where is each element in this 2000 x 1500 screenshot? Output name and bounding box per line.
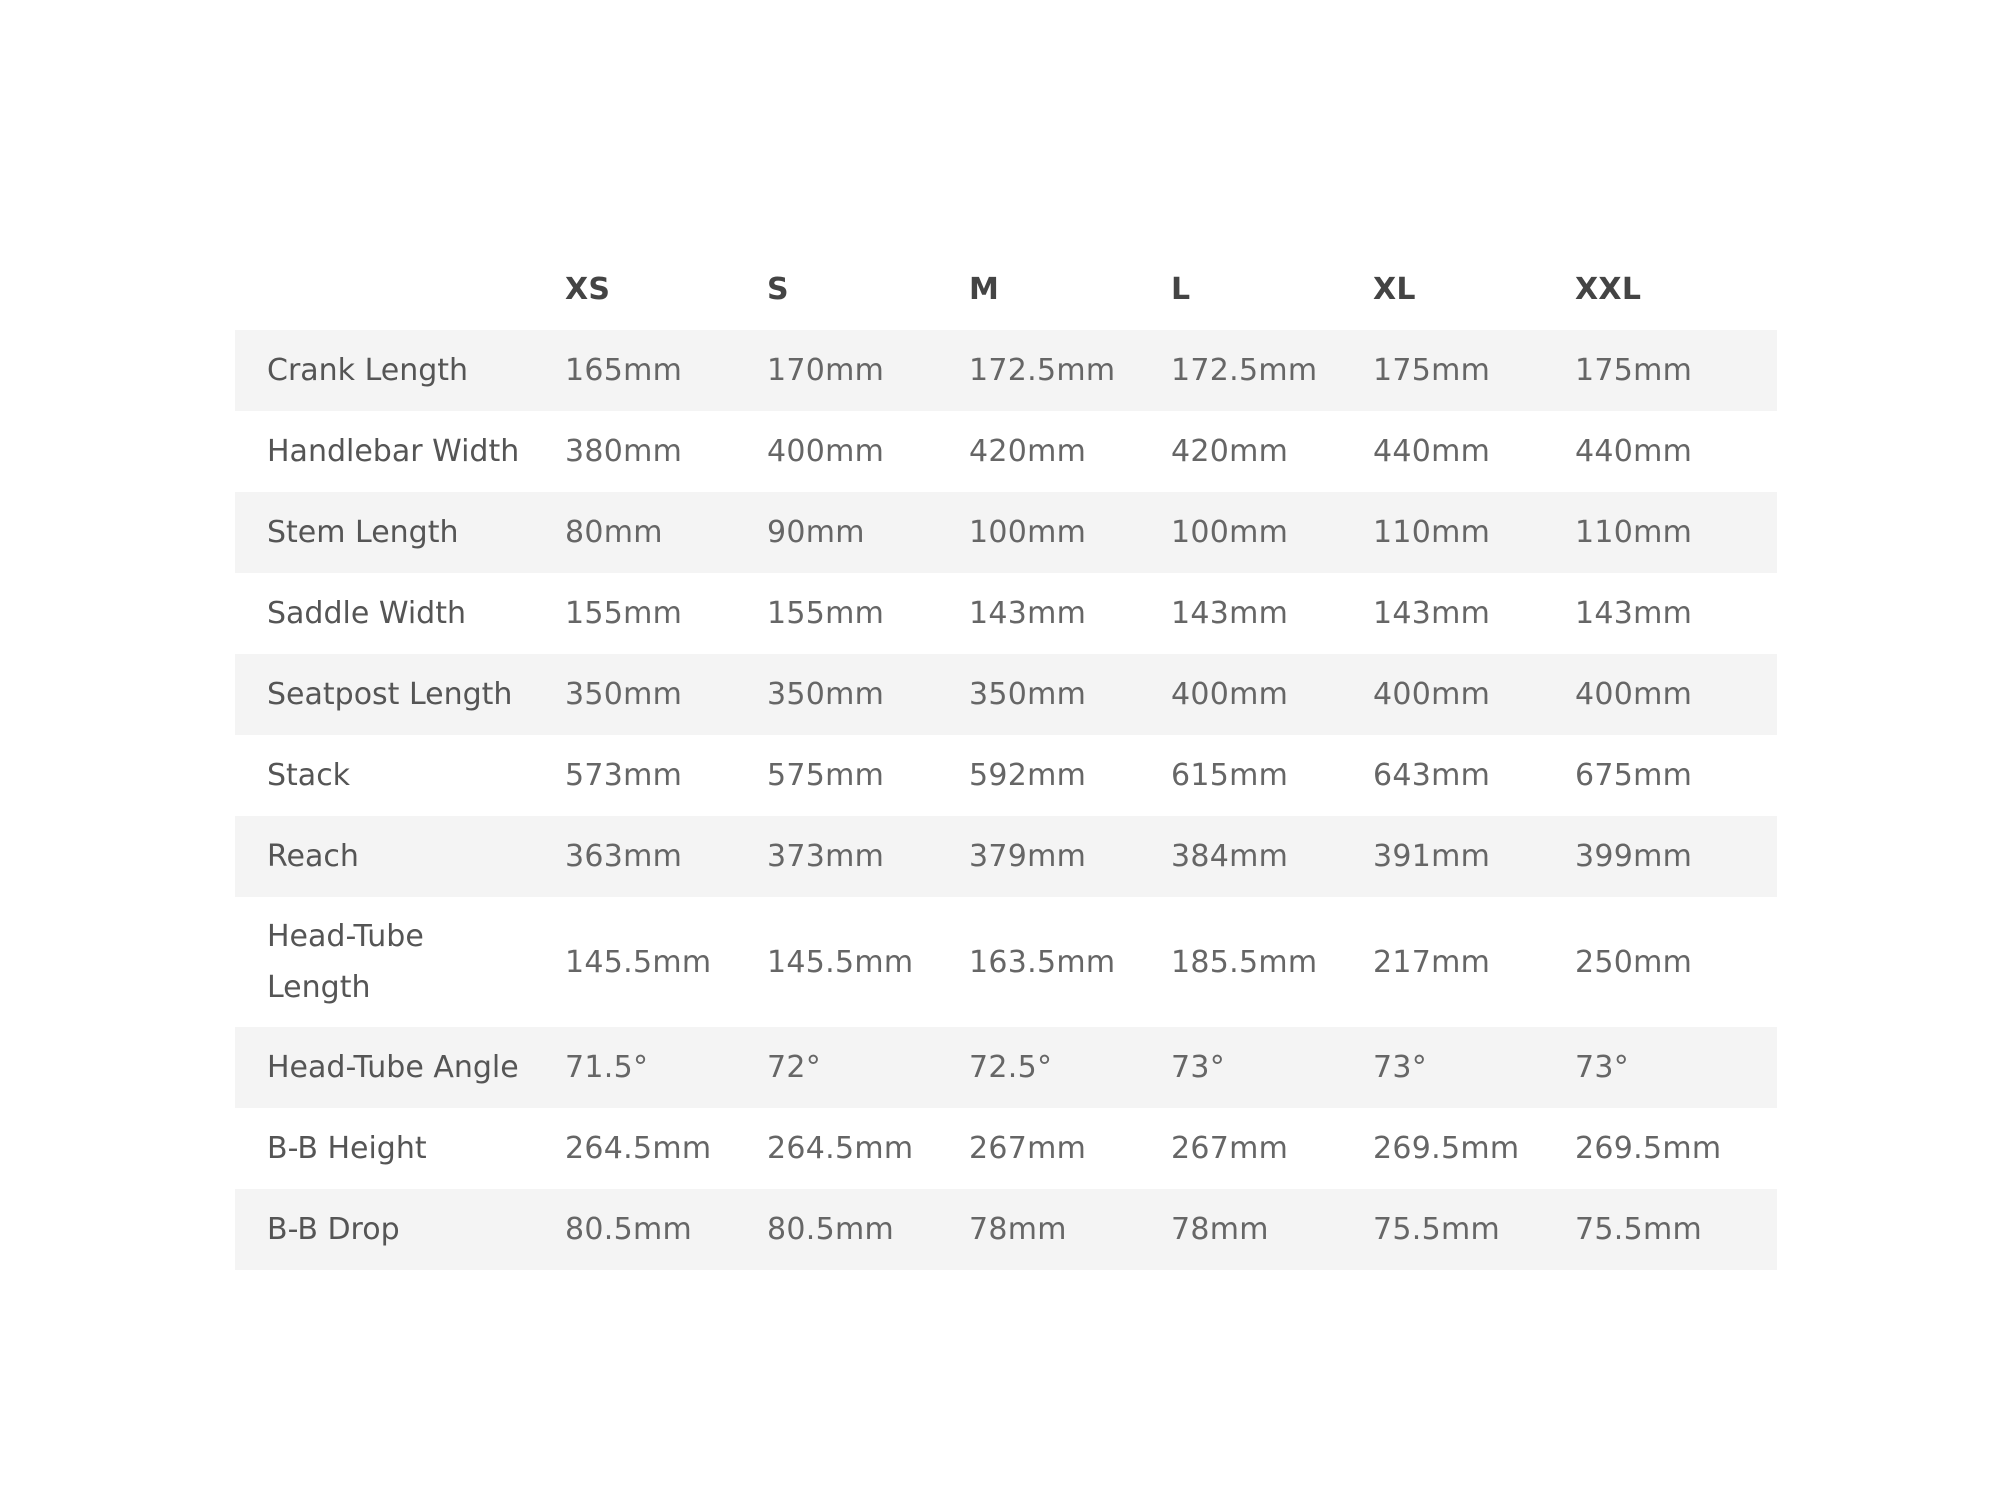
row-label: B-B Drop (267, 1212, 400, 1247)
table-row-seatpost-length (235, 654, 1777, 735)
table-cell: 145.5mm (767, 944, 914, 980)
table-cell: 267mm (1171, 1131, 1289, 1166)
table-cell: 78mm (969, 1212, 1067, 1247)
table-cell: 185.5mm (1171, 944, 1318, 980)
table-cell: 440mm (1575, 434, 1693, 469)
table-cell: 573mm (565, 758, 683, 793)
table-cell: 170mm (767, 353, 885, 388)
table-cell: 175mm (1373, 353, 1491, 388)
table-cell: 75.5mm (1575, 1212, 1703, 1247)
table-cell: 350mm (565, 677, 683, 712)
table-cell: 75.5mm (1373, 1212, 1501, 1247)
table-cell: 143mm (1171, 596, 1289, 631)
table-row-saddle-width (235, 573, 1777, 654)
table-cell: 217mm (1373, 944, 1491, 980)
table-cell: 391mm (1373, 839, 1491, 874)
row-label: Reach (267, 839, 359, 874)
row-label: Handlebar Width (267, 434, 520, 469)
row-label (235, 911, 565, 1013)
table-row-handlebar-width (235, 411, 1777, 492)
table-row-head-tube-angle (235, 1027, 1777, 1108)
table-cell: 400mm (1575, 677, 1693, 712)
table-cell: 143mm (1373, 596, 1491, 631)
table-row-reach (235, 816, 1777, 897)
size-header-m: M (969, 271, 1000, 307)
table-row-stem-length (235, 492, 1777, 573)
table-cell: 71.5° (565, 1050, 649, 1085)
row-label: Stack (267, 758, 351, 793)
table-cell: 145.5mm (565, 944, 712, 980)
table-cell: 400mm (767, 434, 885, 469)
table-cell: 269.5mm (1373, 1131, 1520, 1166)
table-cell: 350mm (767, 677, 885, 712)
row-label: Seatpost Length (267, 677, 513, 712)
size-header-xxl: XXL (1575, 271, 1642, 307)
table-cell: 78mm (1171, 1212, 1269, 1247)
table-row-bb-height (235, 1108, 1777, 1189)
table-cell: 172.5mm (1171, 353, 1318, 388)
table-cell: 615mm (1171, 758, 1289, 793)
size-header-s: S (767, 271, 789, 307)
row-label: Head-Tube Angle (267, 1050, 519, 1085)
table-cell: 399mm (1575, 839, 1693, 874)
table-cell: 264.5mm (767, 1131, 914, 1166)
table-cell: 379mm (969, 839, 1087, 874)
table-cell: 643mm (1373, 758, 1491, 793)
table-cell: 575mm (767, 758, 885, 793)
table-cell: 80.5mm (767, 1212, 895, 1247)
row-label-line-2: Length (267, 970, 371, 1005)
table-cell: 110mm (1575, 515, 1693, 550)
table-row-bb-drop (235, 1189, 1777, 1270)
table-cell: 380mm (565, 434, 683, 469)
table-cell: 72.5° (969, 1050, 1053, 1085)
table-cell: 592mm (969, 758, 1087, 793)
table-cell: 143mm (1575, 596, 1693, 631)
table-row-stack (235, 735, 1777, 816)
table-cell: 675mm (1575, 758, 1693, 793)
table-cell: 384mm (1171, 839, 1289, 874)
row-label: Stem Length (267, 515, 459, 550)
table-cell: 175mm (1575, 353, 1693, 388)
row-label-line-1: Head-Tube (267, 919, 424, 954)
geometry-table (235, 248, 1777, 1270)
table-cell: 269.5mm (1575, 1131, 1722, 1166)
table-cell: 440mm (1373, 434, 1491, 469)
table-cell: 73° (1171, 1050, 1226, 1085)
table-cell: 350mm (969, 677, 1087, 712)
row-label: Saddle Width (267, 596, 466, 631)
table-cell: 143mm (969, 596, 1087, 631)
table-cell: 80.5mm (565, 1212, 693, 1247)
table-cell: 420mm (969, 434, 1087, 469)
table-cell: 100mm (969, 515, 1087, 550)
table-cell: 165mm (565, 353, 683, 388)
size-header-xs: XS (565, 271, 611, 307)
table-cell: 264.5mm (565, 1131, 712, 1166)
table-cell: 400mm (1171, 677, 1289, 712)
table-cell: 373mm (767, 839, 885, 874)
table-cell: 155mm (565, 596, 683, 631)
table-cell: 80mm (565, 515, 663, 550)
table-cell: 163.5mm (969, 944, 1116, 980)
table-cell: 420mm (1171, 434, 1289, 469)
table-cell: 363mm (565, 839, 683, 874)
table-row-head-tube-length (235, 897, 1777, 1027)
row-label: Crank Length (267, 353, 469, 388)
table-cell: 72° (767, 1050, 822, 1085)
table-cell: 73° (1373, 1050, 1428, 1085)
table-row-crank-length (235, 330, 1777, 411)
size-header-xl: XL (1373, 271, 1416, 307)
row-label: B-B Height (267, 1131, 427, 1166)
table-cell: 250mm (1575, 944, 1693, 980)
table-cell: 110mm (1373, 515, 1491, 550)
table-cell: 100mm (1171, 515, 1289, 550)
table-cell: 400mm (1373, 677, 1491, 712)
table-cell: 267mm (969, 1131, 1087, 1166)
table-cell: 155mm (767, 596, 885, 631)
table-cell: 90mm (767, 515, 865, 550)
table-cell: 172.5mm (969, 353, 1116, 388)
size-header-l: L (1171, 271, 1191, 307)
table-header-row (235, 248, 1777, 330)
table-cell: 73° (1575, 1050, 1630, 1085)
